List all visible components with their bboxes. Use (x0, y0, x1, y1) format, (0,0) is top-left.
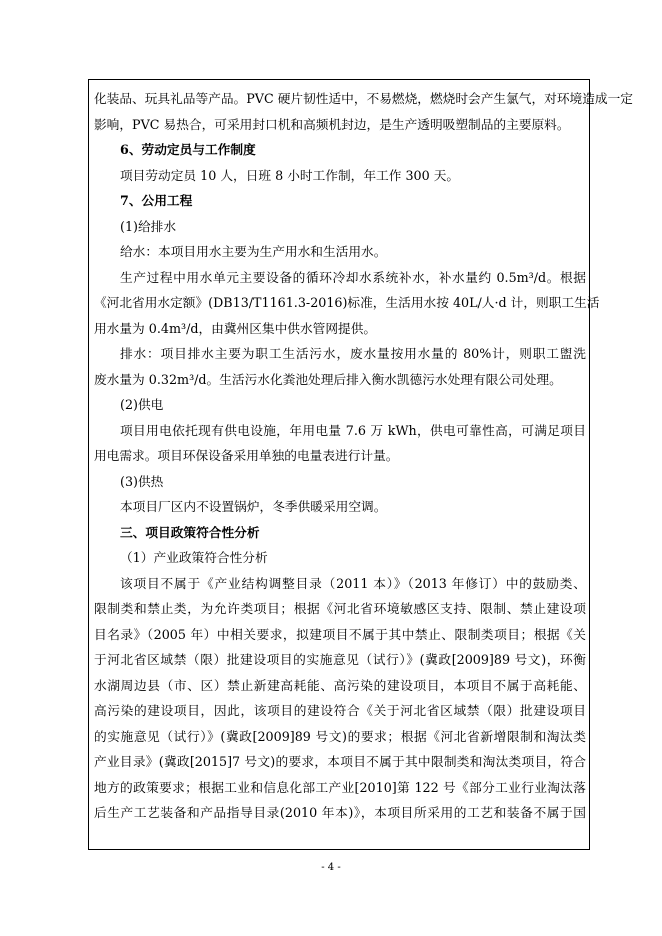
paragraph-line: 产业目录》(冀政[2015]7 号文)的要求，本项目不属于其中限制类和淘汰类项目，符合 (94, 754, 586, 769)
paragraph-line: 化装品、玩具礼品等产品。PVC 硬片韧性适中，不易燃烧，燃烧时会产生氯气，对环境造成一定 (94, 91, 633, 106)
paragraph-line: 项目用电依托现有供电设施，年用电量 7.6 万 kWh，供电可靠性高，可满足项目 (120, 422, 586, 438)
page-number: - 4 - (321, 862, 341, 873)
paragraph-line: 用电需求。项目环保设备采用单独的电量表进行计量。 (94, 448, 399, 463)
paragraph-line: 废水量为 0.32m³/d。生活污水化粪池处理后排入衡水凯德污水处理有限公司处理。 (94, 371, 562, 387)
document-body (94, 86, 633, 826)
subsection-heading: (3)供热 (120, 473, 164, 489)
paragraph-line: 生产过程中用水单元主要设备的循环冷却水系统补水，补水量约 0.5m³/d。根据 (120, 269, 586, 285)
paragraph-line: 目名录》（2005 年）中相关要求，拟建项目不属于其中禁止、限制类项目；根据《关 (94, 626, 586, 642)
paragraph-line: 《河北省用水定额》(DB13/T1161.3-2016)标准，生活用水按 40L/人·d 计，则职工生活 (94, 295, 600, 310)
subsection-heading: (2)供电 (120, 397, 164, 412)
section-heading: 三、项目政策符合性分析 (120, 524, 260, 540)
paragraph-line: 后生产工艺装备和产品指导目录(2010 年本)》，本项目所采用的工艺和装备不属于国 (94, 805, 586, 820)
paragraph-line: 给水：本项目用水主要为生产用水和生活用水。 (120, 244, 387, 259)
paragraph-line: 本项目厂区内不设置锅炉，冬季供暖采用空调。 (120, 499, 387, 514)
paragraph-line: 高污染的建设项目，因此，该项目的建设符合《关于河北省区域禁（限）批建设项目 (94, 703, 586, 718)
paragraph-line: 排水：项目排水主要为职工生活污水，废水量按用水量的 80%计，则职工盥洗 (120, 346, 586, 361)
section-heading: 6、劳动定员与工作制度 (120, 142, 256, 157)
paragraph-line: 该项目不属于《产业结构调整目录（2011 本）》（2013 年修订）中的鼓励类、 (120, 575, 586, 591)
subsection-heading: (1)给排水 (120, 218, 177, 234)
paragraph-line: 用水量为 0.4m³/d，由冀州区集中供水管网提供。 (94, 320, 377, 336)
paragraph-line: 影响，PVC 易热合，可采用封口机和高频机封边，是生产透明吸塑制品的主要原料。 (94, 116, 570, 132)
section-heading: 7、公用工程 (120, 193, 193, 208)
paragraph-line: 地方的政策要求；根据工业和信息化部工产业[2010]第 122 号《部分工业行业淘汰落 (94, 779, 586, 795)
subsection-heading: （1）产业政策符合性分析 (120, 550, 268, 565)
paragraph-line: 水湖周边县（市、区）禁止新建高耗能、高污染的建设项目，本项目不属于高耗能、 (94, 677, 586, 693)
paragraph-line: 限制类和禁止类，为允许类项目；根据《河北省环境敏感区支持、限制、禁止建设项 (94, 601, 586, 616)
paragraph-line: 的实施意见（试行）》(冀政[2009]89 号文)的要求；根据《河北省新增限制和淘汰类 (94, 728, 586, 744)
paragraph-line: 项目劳动定员 10 人，日班 8 小时工作制，年工作 300 天。 (120, 167, 460, 183)
paragraph-line: 于河北省区域禁（限）批建设项目的实施意见（试行）》(冀政[2009]89 号文)，环衡 (94, 652, 586, 667)
